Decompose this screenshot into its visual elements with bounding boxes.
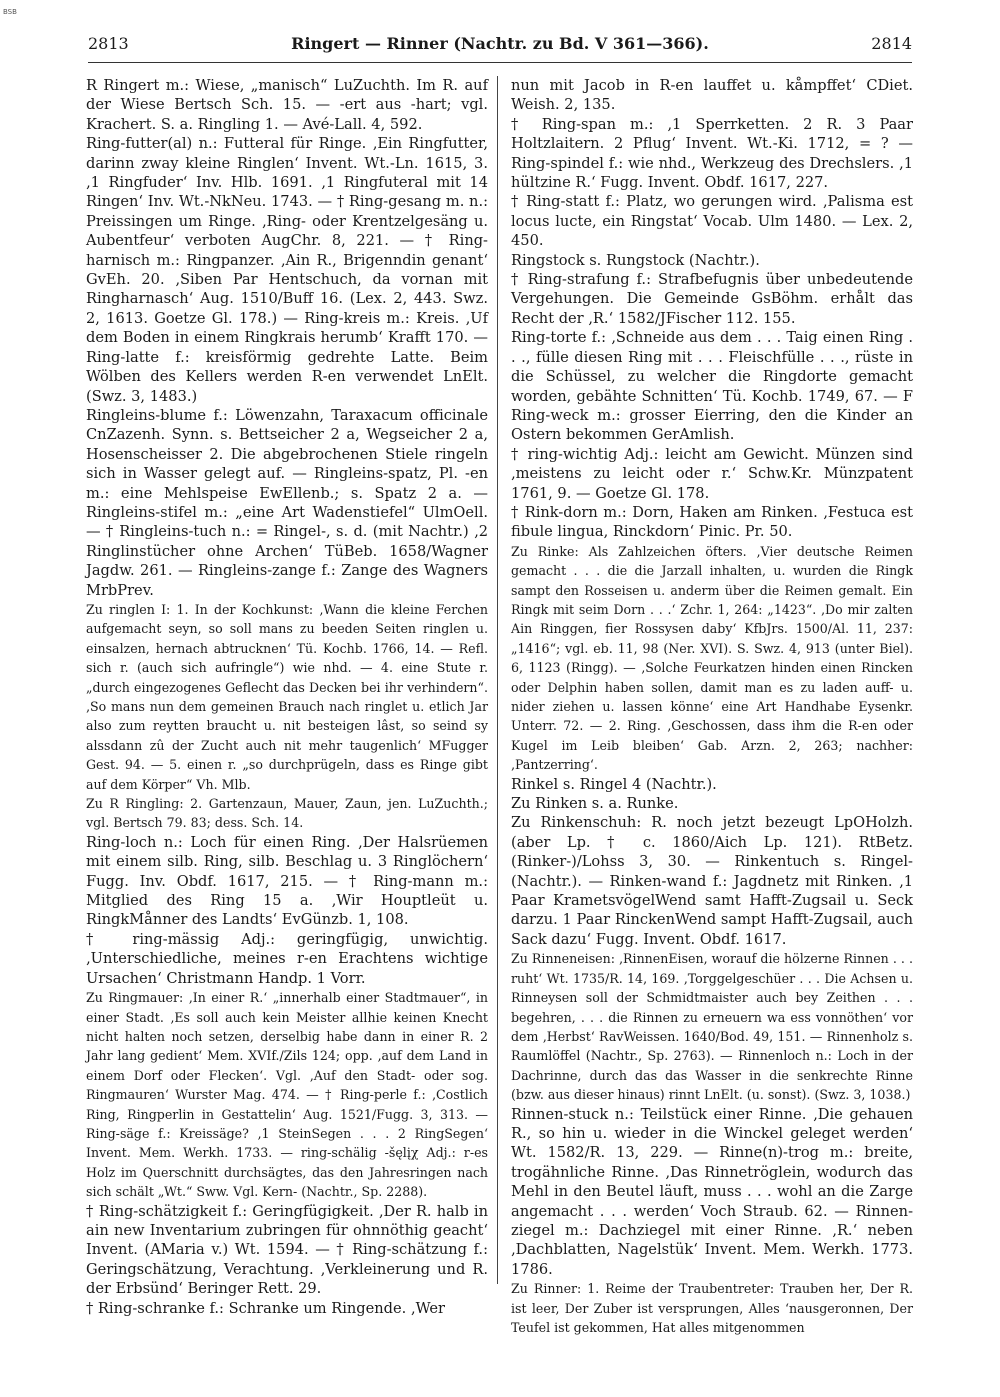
entry-rinke: Zu Rinke: Als Zahlzeichen öfters. ‚Vier deutsche Reimen gemacht . . . die die Jarzall inhalten, u. wurden die Ringk sampt den Rosseisen u. anderm über die Reimen gemalt. Ein Ringk mit seim Dorn . . .‘ Zchr. 1, 264: „1423“. ‚Do mir zalten Ain Ringgen, fier Rossysen daby‘ KfbJrs. 1500/Al. 11, 237: „1416“; vgl. eb. 11, 98 (Ner. XVI). S. Swz. 4, 913 (unter Biel). 6, 1123 (Ringg). — ‚Solche Feurkatzen hinden einen Rincken oder Delphin haben sollen, damit man es zu laden auff- u. nider ziehen u. lassen könne‘ eine Art Handhabe Eysenkr. Unterr. 72. — 2. Ring. ‚Geschossen, dass ihm die R-en oder Kugel im Leib bleiben‘ Gab. Arzn. 2, 263; nachher: ‚Pantzerring‘.: [511, 543, 913, 773]
page-header: [88, 34, 912, 58]
entry-ringmauer: Zu Ringmauer: ‚In einer R.‘ „innerhalb einer Stadtmauer“, in einer Stadt. ‚Es soll auch kein Meister allhie keinen Knecht nicht halten noch setzen, derselbig habe dann in einer R. 2 Jahr lang gedient‘ Mem. XVIf./Zils 124; opp. ‚auf dem Land in einem Dorf oder Flecken‘. Vgl. ‚Auf den Stadt- oder sog. Ringmauren‘ Wurster Mag. 474. — † Ring-perle f.: ‚Costlich Ring, Ringperlin in Gestattelin‘ Aug. 1521/Fugg. 3, 313. — Ring-säge f.: Kreissäge? ‚1 SteinSegen . . . 2 RingSegen‘ Invent. Mem. Werkh. 1733. — ring-schälig -šęlįχ Adj.: r-es Holz im Querschnitt durchsägtes, das den Jahresringen nach sich schält „Wt.“ Sww. Vgl. Kern- (Nachtr., Sp. 2288).: [86, 990, 488, 1200]
entry-ring-torte: Ring-torte f.: ‚Schneide aus dem . . . Taig einen Ring . . ., fülle diesen Ring mit . . . Fleischfülle . . ., rüste in die Schüssel, zu welcher die Ringdorte gemacht worden, gebähte Schnitten‘ Tü. Kochb. 1749, 67. — F Ring-weck m.: grosser Eierring, den die Kinder an Ostern bekommen GerAmlish.: [511, 329, 913, 444]
entry-rinken: Zu Rinken s. a. Runke.: [511, 795, 679, 813]
page-number-right: 2814: [871, 34, 912, 53]
header-rule: [88, 62, 912, 63]
entry-rinnen-stuck: Rinnen-stuck n.: Teilstück einer Rinne. ‚Die gehauen R., so hin u. wieder in die Winckel geleget werden‘ Wt. 1582/R. 13, 229. — Rinne(n)-trog m.: breite, trogähnliche Rinne. ‚Das Rinnetröglein, wodurch das Mehl in den Beutel läuft, muss . . . wohl an die Zarge angemacht . . . werden‘ Voch Straub. 62. — Rinnen-ziegel m.: Dachziegel mit einer Rinne. ‚R.‘ neben ‚Dachblatten, Nagelstük‘ Invent. Mem. Werkh. 1773. 1786.: [511, 1105, 913, 1278]
entry-rinkenschuh: Zu Rinkenschuh: R. noch jetzt bezeugt LpOHolzh. (aber Lp. † c. 1860/Aich Lp. 121). RtBetz. (Rinker-)/Lohss 3, 30. — Rinkentuch s. Ringel- (Nachtr.). — Rinken-wand f.: Jagdnetz mit Rinken. ‚1 Paar KrametsvögelWend samt Hafft-Zugsail u. Seck darzu. 1 Paar RinckenWend sampt Hafft-Zugsail, auch Sack dazu‘ Fugg. Invent. Obdf. 1617.: [511, 814, 913, 948]
entry-ringert: R Ringert m.: Wiese, „manisch“ LuZuchth. Im R. auf der Wiese Bertsch Sch. 15. — -ert aus -hart; vgl. Krachert. S. a. Ringling 1. — Avé-Lall. 4, 592.: [86, 77, 488, 133]
entry-ring-maessig: † ring-mässig Adj.: geringfügig, unwichtig. ‚Unterschiedliche, meines r-en Erachtens wichtige Ursachen‘ Christmann Handp. 1 Vorr.: [86, 930, 488, 987]
entry-rinkel: Rinkel s. Ringel 4 (Nachtr.).: [511, 775, 717, 793]
entry-ring-strafung: † Ring-strafung f.: Strafbefugnis über unbedeutende Vergehungen. Die Gemeinde GsBöhm. erhålt das Recht der ‚R.‘ 1582/JFischer 112. 155.: [511, 271, 913, 327]
entry-ring-schaetzigkeit: † Ring-schätzigkeit f.: Geringfügigkeit. ‚Der R. halb in ain new Inventarium zubringen für ohnnöthig geacht‘ Invent. (AMaria v.) Wt. 1594. — † Ring-schätzung f.: Geringschätzung, Verachtung. ‚Verkleinerung und R. der Erbsünd‘ Beringer Rett. 29.: [86, 1202, 488, 1298]
page-number-left: 2813: [88, 34, 129, 53]
library-stamp: BSB: [3, 8, 17, 16]
entry-ringlen: Zu ringlen I: 1. In der Kochkunst: ‚Wann die kleine Ferchen aufgemacht seyn, so soll mans zu beeden Seiten ringlen u. einsalzen, hernach abtrucknen‘ Tü. Kochb. 1766, 14. — Refl. sich r. (auch sich aufringle“) wie nhd. — 4. eine Stute r. „durch eingezogenes Geflecht das Decken bei ihr verhindern“. ‚So mans nun dem gemeinen Brauch nach ringlet u. etlich Jar also zum reytten braucht u. nit besteigen lâst, so seind sy alssdann zû der Zucht auch nit mehr taugenlich‘ MFugger Gest. 94. — 5. einen r. „so durchprügeln, dass es Ringe gibt auf dem Körper“ Vh. Mlb.: [86, 601, 488, 792]
entry-ring-statt: † Ring-statt f.: Platz, wo gerungen wird. ‚Palisma est locus lucte, ein Ringstat‘ Vocab. Ulm 1480. — Lex. 2, 450.: [511, 193, 913, 250]
left-column: [86, 76, 488, 1318]
entry-ring-schranke: † Ring-schranke f.: Schranke um Ringende. ‚Wer: [86, 1299, 445, 1317]
entry-ring-wichtig: † ring-wichtig Adj.: leicht am Gewicht. Münzen sind ‚meistens zu leicht oder r.‘ Schw.Kr. Münzpatent 1761, 9. — Goetze Gl. 178.: [511, 445, 913, 502]
entry-ring-span: † Ring-span m.: ‚1 Sperrketten. 2 R. 3 Paar Holtzlaitern. 2 Pflug‘ Invent. Wt.-Ki. 1712, = ? — Ring-spindel f.: wie nhd., Werkzeug des Drechslers. ‚1 hültzine R.‘ Fugg. Invent. Obdf. 1617, 227.: [511, 115, 913, 192]
entry-rinner: Zu Rinner: 1. Reime der Traubentreter: Trauben her, Der R. ist leer, Der Zuber ist versprungen, Alles ‘nausgeronnen, Der Teufel ist gekommen, Hat alles mitgenommen: [511, 1281, 913, 1335]
running-title: Ringert — Rinner (Nachtr. zu Bd. V 361—366).: [291, 34, 709, 53]
entry-rink-dorn: † Rink-dorn m.: Dorn, Haken am Rinken. ‚Festuca est fibule lingua, Rinckdorn‘ Pinic. Pr. 50.: [511, 503, 913, 541]
entry-continuation: nun mit Jacob in R-en lauffet u. kåmpffet‘ CDiet. Weish. 2, 135.: [511, 77, 913, 114]
entry-ring-futter: Ring-futter(al) n.: Futteral für Ringe. ‚Ein Ringfutter, darinn zway kleine Ringlen‘ Invent. Wt.-Ln. 1615, 3. ‚1 Ringfuder‘ Inv. Hlb. 1691. ‚1 Ringfuteral mit 14 Ringen‘ Inv. Wt.-NkNeu. 1743. — † Ring-gesang m. n.: Preissingen um Ringe. ‚Ring- oder Krentzelgesäng u. Aubentfeur‘ verboten AugChr. 8, 221. — † Ring-harnisch m.: Ringpanzer. ‚Ain R., Brigenndin genant‘ GvEh. 20. ‚Siben Par Hentschuch, da vornan mit Ringharnasch‘ Aug. 1510/Buff 16. (Lex. 2, 443. Swz. 2, 1613. Goetze Gl. 178.) — Ring-kreis m.: Kreis. ‚Uf dem Boden in einem Ringkrais herumb‘ Krafft 170. — Ring-latte f.: kreisförmig gedrehte Latte. Beim Wölben des Kellers werden R-en verwendet LnElt. (Swz. 3, 1483.): [86, 135, 488, 405]
right-column: [511, 76, 913, 1337]
entry-ring-loch: Ring-loch n.: Loch für einen Ring. ‚Der Halsrüemen mit einem silb. Ring, silb. Beschlag u. 3 Ringlöchern‘ Fugg. Inv. Obdf. 1617, 215. — † Ring-mann m.: Mitglied des Ring 15 a. ‚Wir Houptleüt u. RingkMånner des Landts‘ EvGünzb. 1, 108.: [86, 833, 488, 929]
entry-ringling: Zu R Ringling: 2. Gartenzaun, Mauer, Zaun, jen. LuZuchth.; vgl. Bertsch 79. 83; dess. Sch. 14.: [86, 796, 488, 831]
entry-rinneneisen: Zu Rinneneisen: ‚RinnenEisen, worauf die hölzerne Rinnen . . . ruht‘ Wt. 1735/R. 14, 169. ‚Torggelgeschüer . . . Die Achsen u. Rinneysen soll der Schmidtmaister auch bey Zeithen . . . begehren, . . . die Rinnen zu erneuern wa ess vonnöthen‘ vor dem ‚Herbst‘ RavWeissen. 1640/Bod. 49, 151. — Rinnenholz s. Raumlöffel (Nachtr., Sp. 2763). — Rinnenloch n.: Loch in der Dachrinne, durch das das Wasser in die senkrechte Rinne (bzw. aus dieser hinaus) rinnt LnElt. (u. sonst). (Swz. 3, 1038.): [511, 951, 913, 1103]
entry-ringleins-blume: Ringleins-blume f.: Löwenzahn, Taraxacum officinale CnZazenh. Synn. s. Bettseicher 2 a, Wegseicher 2 a, Hosenscheisser 2. Die abgebrochenen Stiele ringeln sich in Wasser gelegt auf. — Ringleins-spatz, Pl. -en m.: eine Mehlspeise EwEllenb.; s. Spatz 2 a. — Ringleins-stifel m.: „eine Art Wadenstiefel“ UlmOell. — † Ringleins-tuch n.: = Ringel-, s. d. (mit Nachtr.) ‚2 Ringlinstücher ohne Archen‘ TüBeb. 1658/Wagner Jagdw. 261. — Ringleins-zange f.: Zange des Wagners MrbPrev.: [86, 406, 488, 599]
column-divider: [497, 76, 498, 1284]
entry-ringstock: Ringstock s. Rungstock (Nachtr.).: [511, 251, 760, 269]
